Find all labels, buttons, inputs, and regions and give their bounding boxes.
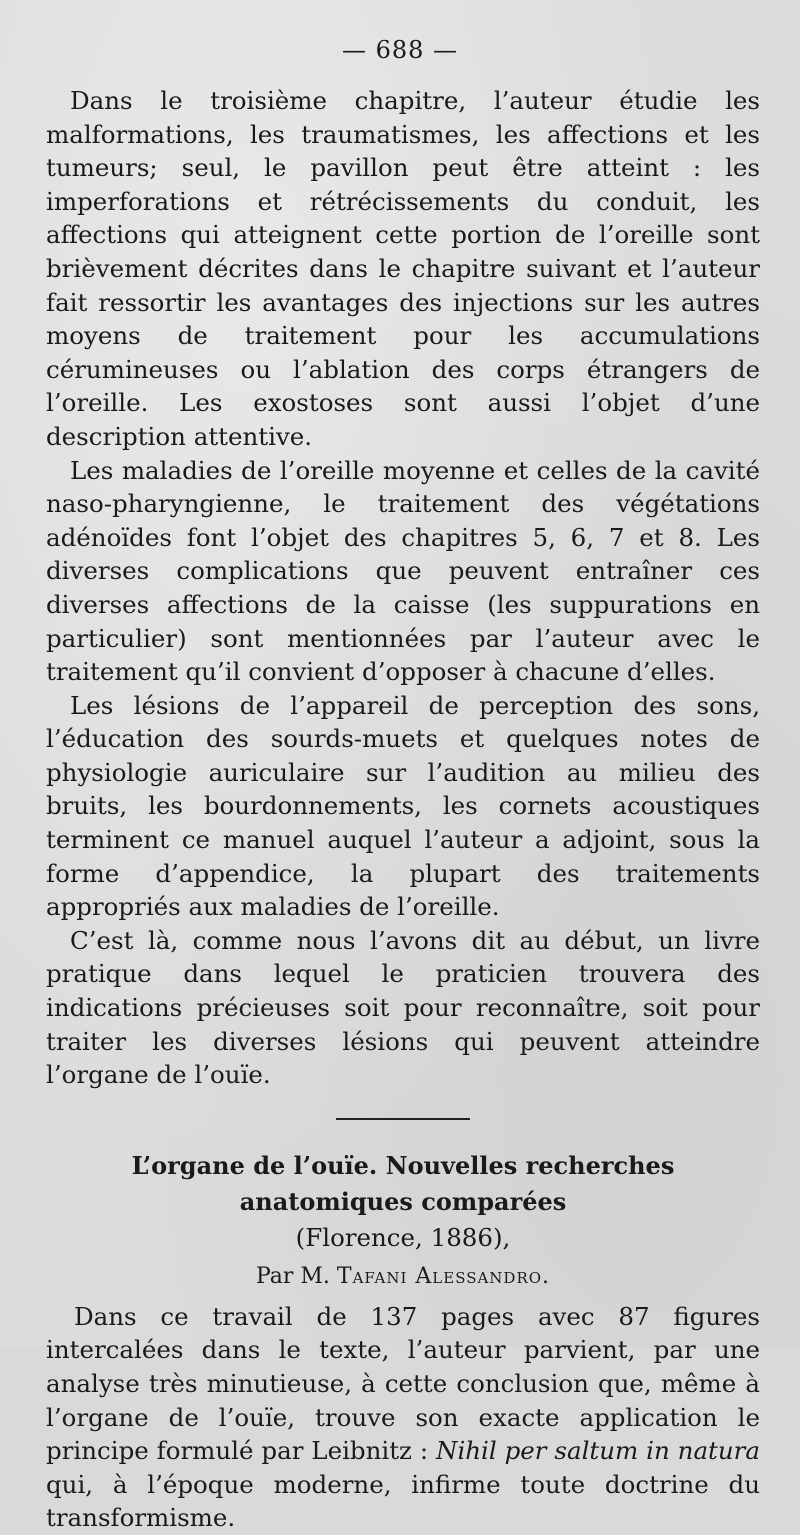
byline-author: Tafani Alessandro. <box>336 1263 551 1289</box>
paragraph-text-after-quote: qui, à l’époque moderne, infirme toute doctrine du transformisme. <box>46 1469 760 1533</box>
review-byline <box>46 1260 760 1294</box>
page-number: — 688 — <box>341 36 459 64</box>
paragraph-chapter-three: Dans le troisième chapitre, l’auteur étudie les malformations, les traumatismes, les affections et les tumeurs; seul, le pavillon peut être atteint : les imperforations et rétrécissements du conduit, les affections qui atteignent cette portion de l’oreille sont brièvement décrites dans le chapitre suivant et l’auteur fait ressortir les avantages des injections sur les autres moyens de traitement pour les accumulations cérumineuses ou l’ablation des corps étrangers de l’oreille. Les exostoses sont aussi l’objet d’une description attentive. <box>46 86 760 451</box>
review-publication: (Florence, 1886), <box>295 1222 511 1252</box>
review-title: L’organe de l’ouïe. Nouvelles recherches anatomiques comparées <box>131 1150 675 1216</box>
review-continuation <box>46 84 760 1092</box>
byline-prefix: Par M. <box>255 1263 330 1289</box>
review-heading <box>46 1148 760 1256</box>
paragraph-perception-lesions: Les lésions de l’appareil de perception des sons, l’éducation des sourds-muets et quelques notes de physiologie auriculaire sur l’audition au milieu des bruits, les bourdonnements, les cornets acoustiques terminent ce manuel auquel l’auteur a adjoint, sous la forme d’appendice, la plupart des traitements appropriés aux maladies de l’oreille. <box>46 690 760 922</box>
paragraph-conclusion: C’est là, comme nous l’avons dit au début, un livre pratique dans lequel le praticien trouvera des indications précieuses soit pour reconnaître, soit pour traiter les diverses lésions qui peuvent atteindre l’organe de l’ouïe. <box>46 925 760 1090</box>
latin-quote: Nihil per saltum in natura <box>436 1436 760 1466</box>
review-tafani <box>46 1148 760 1535</box>
review-paragraph <box>46 1300 760 1535</box>
section-divider <box>336 1118 470 1120</box>
paragraph-middle-ear: Les maladies de l’oreille moyenne et celles de la cavité naso-pharyngienne, le traitement des végétations adénoïdes font l’objet des chapitres 5, 6, 7 et 8. Les diverses complications que peuvent entraîner ces diverses affections de la caisse (les suppurations en particulier) sont mentionnées par l’auteur avec le traitement qu’il convient d’opposer à chacune d’elles. <box>46 455 760 687</box>
page-body <box>46 84 760 1535</box>
paragraph-text-before-quote: Dans ce travail de 137 pages avec 87 figures intercalées dans le texte, l’auteur parvient, par une analyse très minutieuse, à cette conclusion que, même à l’organe de l’ouïe, trouve son exacte application le principe formulé par Leibnitz : <box>46 1301 760 1466</box>
